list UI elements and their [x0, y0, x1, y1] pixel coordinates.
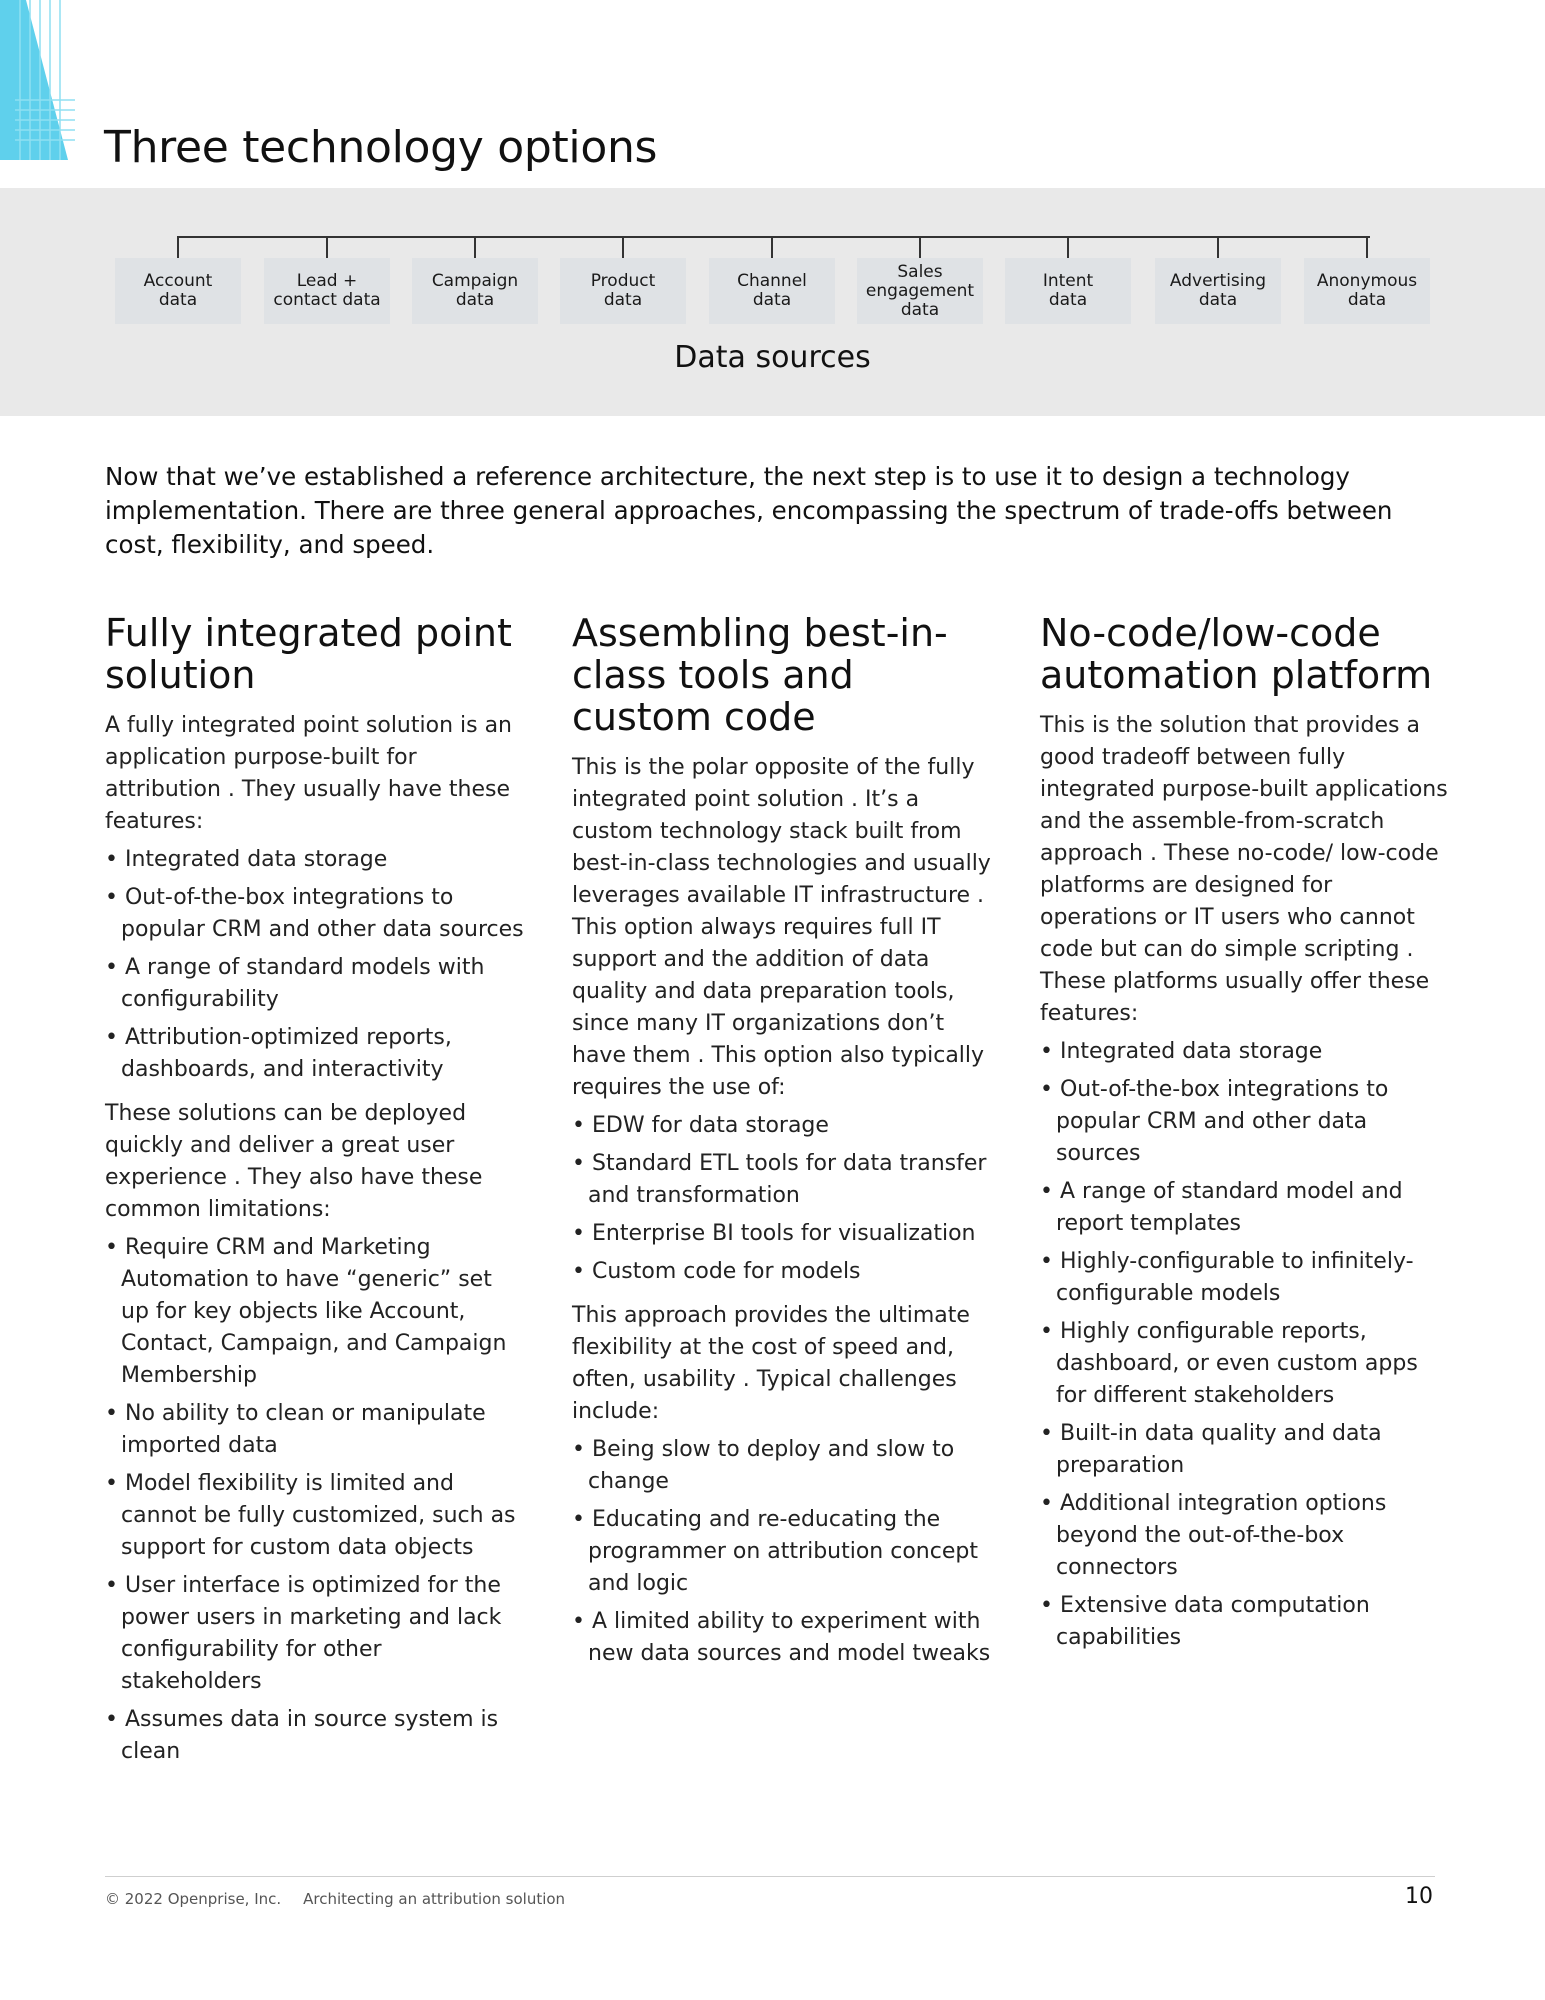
list-item: • A range of standard model and report templates	[1040, 1176, 1450, 1240]
list-item: • Built-in data quality and data preparation	[1040, 1418, 1450, 1482]
column-point-solution	[105, 612, 525, 1780]
column-heading: No-code/low-code automation platform	[1040, 611, 1433, 697]
diagram-connector	[177, 236, 179, 258]
diagram-connector	[771, 236, 773, 258]
list-item: • Require CRM and Marketing Automation to have “generic” set up for key objects like Account, Contact, Campaign, and Campaign Membership	[105, 1232, 525, 1392]
column-best-in-class	[572, 612, 992, 1682]
column-heading: Assembling best-in-class tools and custom code	[572, 611, 948, 739]
column-paragraph: These solutions can be deployed quickly and deliver a great user experience . They also have these common limitations:	[105, 1101, 483, 1222]
data-sources-diagram	[0, 232, 1545, 382]
column-paragraph: This approach provides the ultimate flexibility at the cost of speed and, often, usability . Typical challenges include:	[572, 1303, 970, 1424]
list-item: • Extensive data computation capabilities	[1040, 1590, 1450, 1654]
list-item: • Highly configurable reports, dashboard, or even custom apps for different stakeholders	[1040, 1316, 1450, 1412]
source-box-lead-contact: Lead + contact data	[264, 258, 390, 324]
diagram-connector	[474, 236, 476, 258]
column-paragraph: This is the solution that provides a good tradeoff between fully integrated purpose-built applications and the assemble-from-scratch approach . These no-code/ low-code platforms are designed for operations or IT users who cannot code but can do simple scripting . These platforms usually offer these features:	[1040, 713, 1448, 1026]
list-item: • Attribution-optimized reports, dashboards, and interactivity	[105, 1022, 525, 1086]
intro-paragraph: Now that we’ve established a reference architecture, the next step is to use it to design a technology implementation. There are three general approaches, encompassing the spectrum of trade-offs between cost, flexibility, and speed.	[105, 462, 1393, 559]
diagram-connector	[1217, 236, 1219, 258]
limitation-list	[105, 1232, 525, 1768]
challenge-list	[572, 1434, 992, 1670]
column-paragraph: This is the polar opposite of the fully integrated point solution . It’s a custom technology stack built from best-in-class technologies and usually leverages available IT infrastructure . This option always requires full IT support and the addition of data quality and data preparation tools, since many IT organizations don’t have them . This option also typically requires the use of:	[572, 755, 991, 1100]
footer-divider	[105, 1876, 1435, 1877]
corner-decoration	[0, 0, 90, 160]
list-item: • Out-of-the-box integrations to popular CRM and other data sources	[105, 882, 525, 946]
list-item: • A limited ability to experiment with new data sources and model tweaks	[572, 1606, 992, 1670]
column-heading: Fully integrated point solution	[105, 611, 512, 697]
source-box-intent: Intent data	[1005, 258, 1131, 324]
list-item: • Out-of-the-box integrations to popular CRM and other data sources	[1040, 1074, 1450, 1170]
page-number: 10	[1405, 1884, 1433, 1909]
page-title: Three technology options	[104, 122, 658, 173]
list-item: • EDW for data storage	[572, 1110, 992, 1142]
list-item: • Standard ETL tools for data transfer and transformation	[572, 1148, 992, 1212]
list-item: • Highly-configurable to infinitely-configurable models	[1040, 1246, 1450, 1310]
diagram-connector	[1366, 236, 1368, 258]
source-box-channel: Channel data	[709, 258, 835, 324]
list-item: • Assumes data in source system is clean	[105, 1704, 525, 1768]
source-box-campaign: Campaign data	[412, 258, 538, 324]
feature-list	[572, 1110, 992, 1288]
list-item: • Educating and re-educating the programmer on attribution concept and logic	[572, 1504, 992, 1600]
list-item: • Model flexibility is limited and cannot be fully customized, such as support for custom data objects	[105, 1468, 525, 1564]
footer-copyright: © 2022 Openprise, Inc.	[105, 1890, 282, 1908]
list-item: • Integrated data storage	[105, 844, 525, 876]
source-box-product: Product data	[560, 258, 686, 324]
list-item: • Integrated data storage	[1040, 1036, 1450, 1068]
source-box-advertising: Advertising data	[1155, 258, 1281, 324]
list-item: • No ability to clean or manipulate imported data	[105, 1398, 525, 1462]
footer-doc-title: Architecting an attribution solution	[303, 1890, 566, 1908]
list-item: • A range of standard models with configurability	[105, 952, 525, 1016]
list-item: • Being slow to deploy and slow to change	[572, 1434, 992, 1498]
list-item: • Custom code for models	[572, 1256, 992, 1288]
diagram-connector	[1067, 236, 1069, 258]
column-no-code-platform	[1040, 612, 1450, 1666]
source-box-anonymous: Anonymous data	[1304, 258, 1430, 324]
list-item: • Additional integration options beyond the out-of-the-box connectors	[1040, 1488, 1450, 1584]
column-paragraph: A fully integrated point solution is an application purpose-built for attribution . They usually have these features:	[105, 713, 512, 834]
diagram-caption: Data sources	[674, 340, 871, 375]
feature-list	[105, 844, 525, 1086]
diagram-connector	[919, 236, 921, 258]
diagram-connector	[326, 236, 328, 258]
feature-list	[1040, 1036, 1450, 1654]
footer	[105, 1890, 565, 1908]
list-item: • Enterprise BI tools for visualization	[572, 1218, 992, 1250]
diagram-connector	[622, 236, 624, 258]
list-item: • User interface is optimized for the power users in marketing and lack configurability for other stakeholders	[105, 1570, 525, 1698]
diagram-connector-bus	[178, 236, 1370, 238]
source-box-account: Account data	[115, 258, 241, 324]
source-box-sales-engagement: Sales engagement data	[857, 258, 983, 324]
